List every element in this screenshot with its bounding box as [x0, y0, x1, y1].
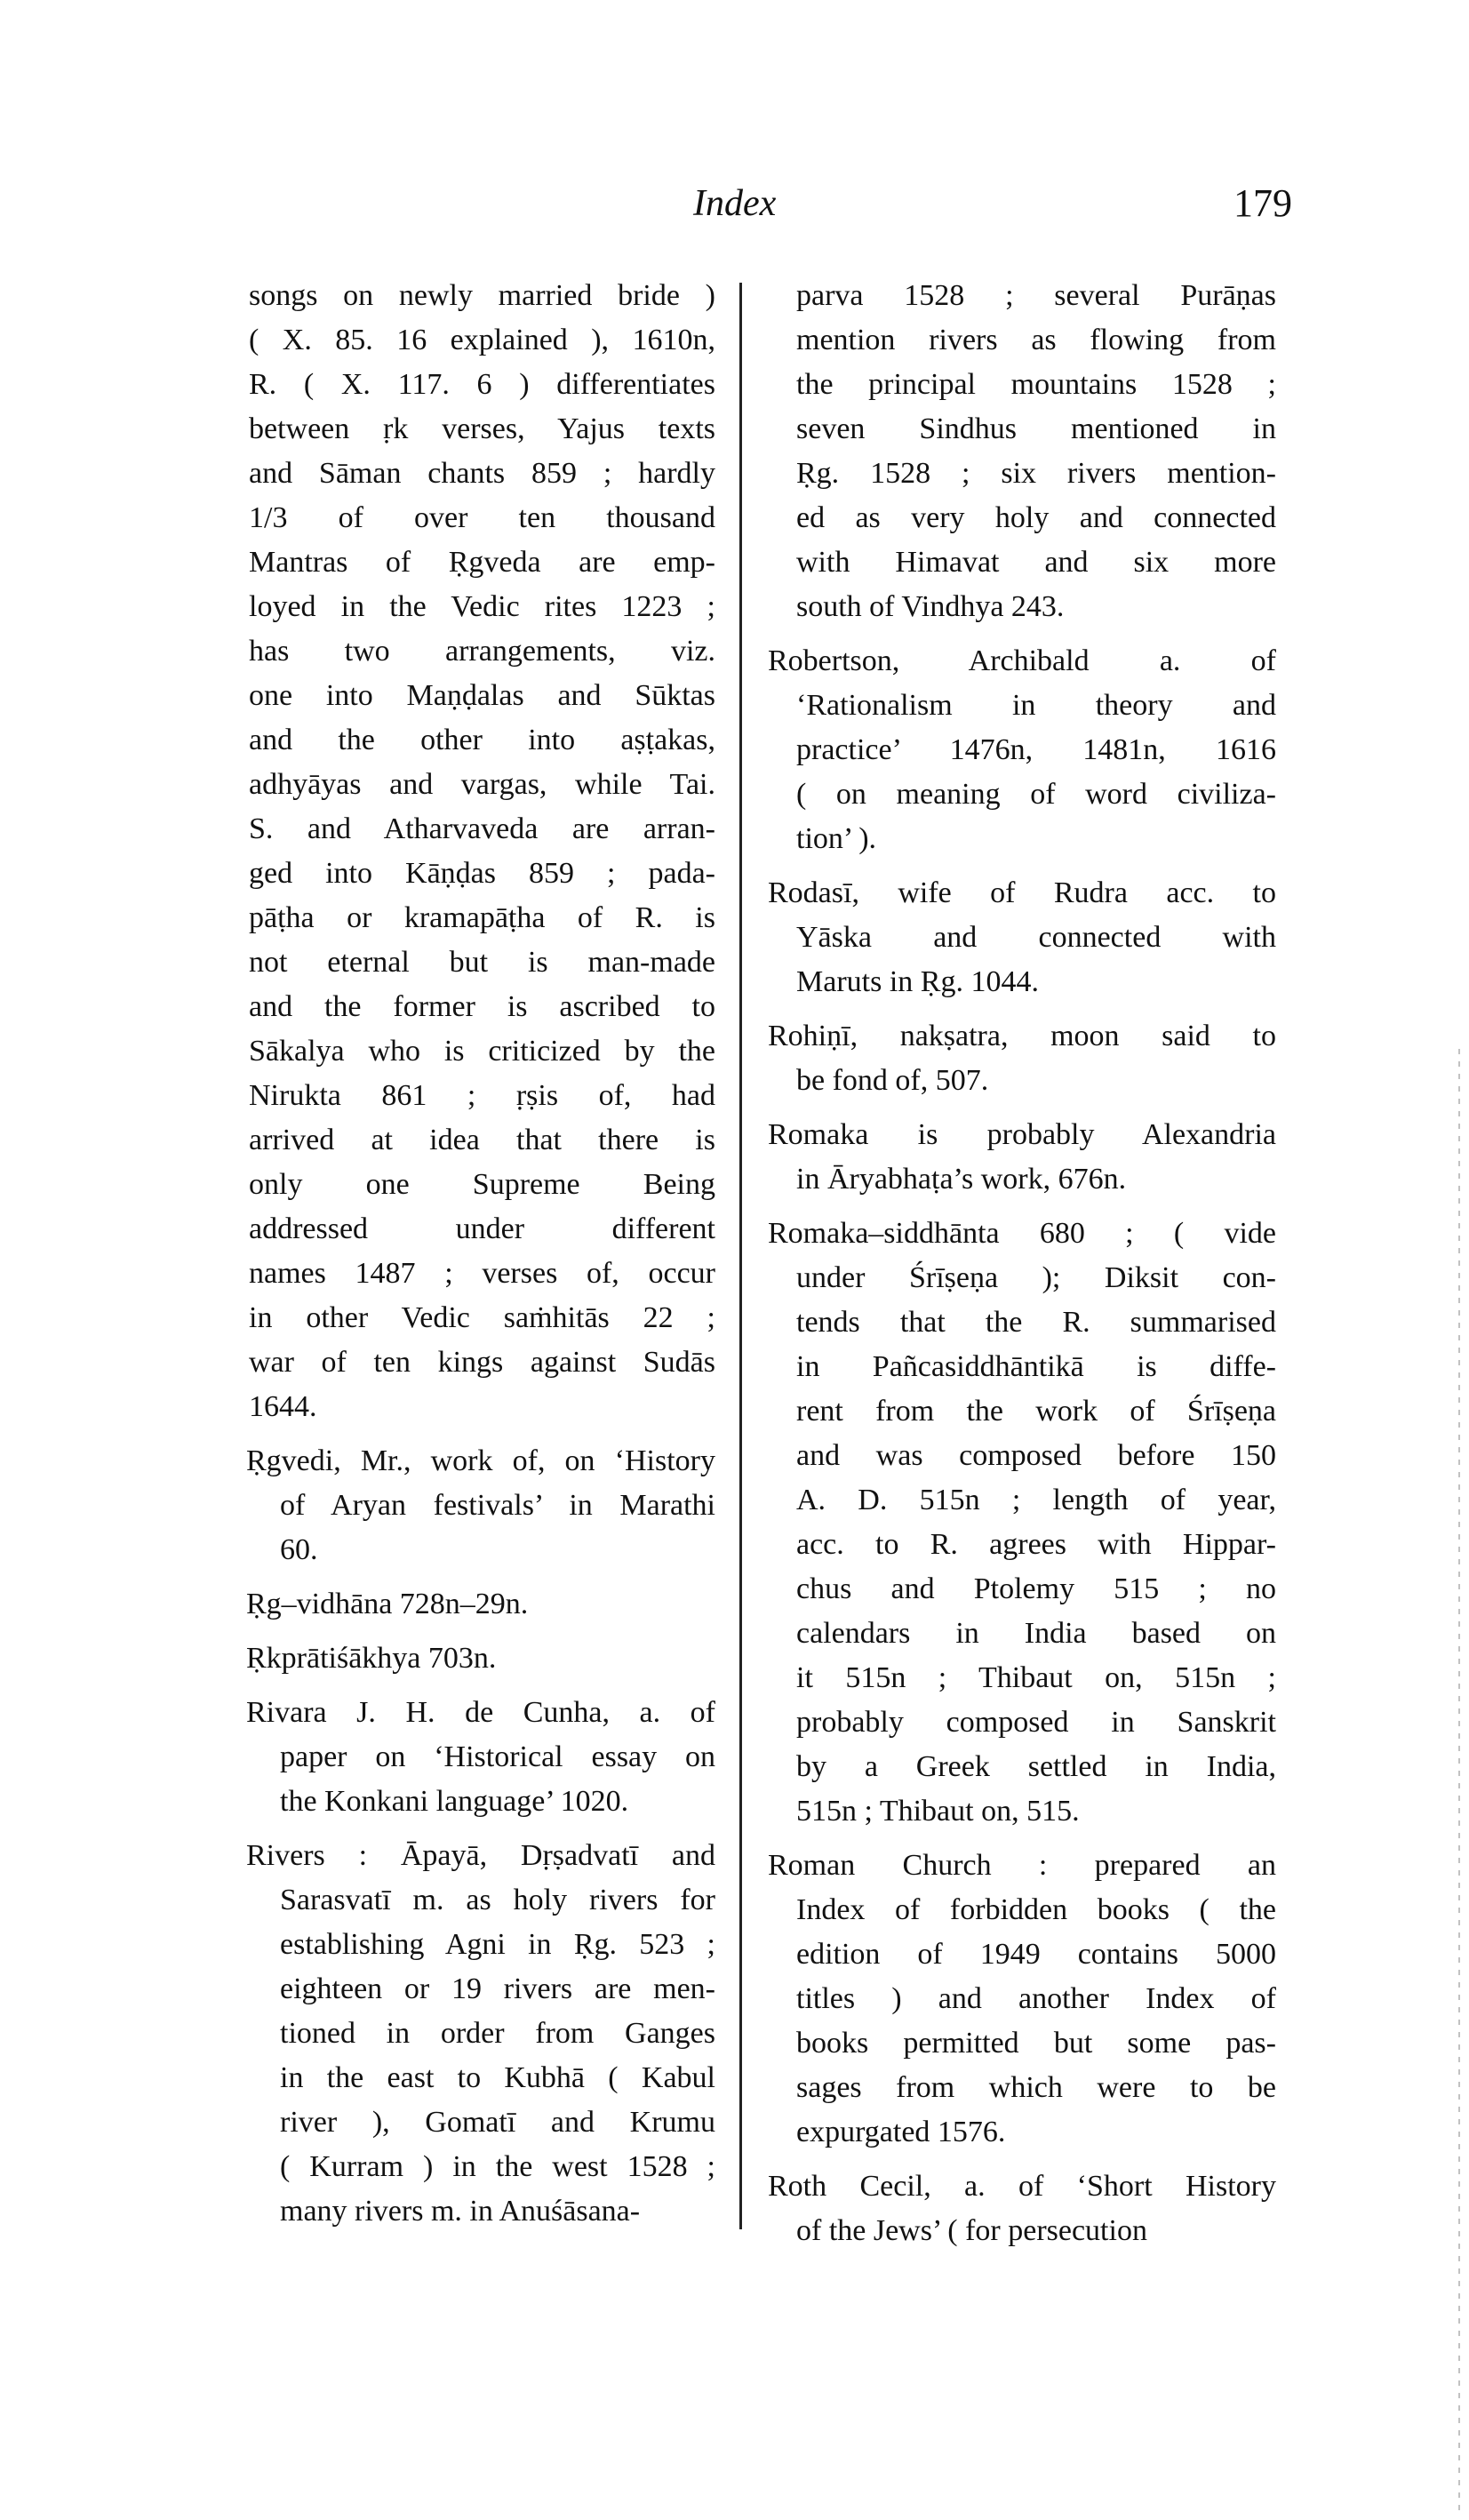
entry-heading-line: Robertson, Archibald a. of [768, 644, 1276, 677]
entry-text-line: Maruts in Ṛg. 1044. [796, 965, 1039, 998]
entry-text-line: under Śrīṣeṇa ); Diksit con- [796, 1261, 1276, 1294]
entry-text-line: has two arrangements, viz. [249, 635, 715, 668]
entry-text-line: addressed under different [249, 1212, 715, 1245]
entry-text-line: tioned in order from Ganges [280, 2017, 715, 2050]
entry-text-line: mention rivers as flowing from [796, 324, 1276, 356]
entry-text-line: of the Jews’ ( for persecution [796, 2214, 1147, 2247]
entry-text-line: ged into Kāṇḍas 859 ; pada- [249, 857, 715, 890]
entry-text-line: many rivers m. in Anuśāsana- [280, 2195, 641, 2228]
entry-heading-line: Romaka is probably Alexandria [768, 1118, 1276, 1151]
entry-text-line: expurgated 1576. [796, 2116, 1006, 2148]
entry-text-line: in the east to Kubhā ( Kabul [280, 2061, 715, 2094]
entry-heading-line: Rivara J. H. de Cunha, a. of [246, 1696, 715, 1729]
entry-text-line: sages from which were to be [796, 2071, 1276, 2104]
entry-text-line: war of ten kings against Sudās [249, 1346, 715, 1379]
index-entry-continued [246, 274, 715, 1429]
entry-text-line: Index of forbidden books ( the [796, 1893, 1276, 1926]
entry-text-line: parva 1528 ; several Purāṇas [796, 279, 1276, 312]
index-entry [768, 871, 1276, 1004]
entry-text-line: and the other into aṣṭakas, [249, 724, 715, 756]
entry-heading-line: Ṛkprātiśākhya 703n. [246, 1642, 497, 1675]
index-entry [246, 1582, 715, 1627]
entry-text-line: Sākalya who is criticized by the [249, 1035, 715, 1068]
entry-text-line: ed as very holy and connected [796, 501, 1276, 534]
column-divider [739, 283, 742, 2229]
running-head: Index [693, 183, 777, 224]
entry-text-line: Nirukta 861 ; ṛṣis of, had [249, 1079, 715, 1112]
entry-text-line: ( X. 85. 16 explained ), 1610n, [249, 324, 715, 356]
entry-text-line: ( on meaning of word civiliza- [796, 778, 1276, 811]
entry-text-line: not eternal but is man-made [249, 946, 715, 979]
entry-text-line: the Konkani language’ 1020. [280, 1785, 629, 1818]
entry-text-line: of Aryan festivals’ in Marathi [280, 1489, 715, 1522]
entry-text-line: south of Vindhya 243. [796, 590, 1065, 623]
entry-text-line: edition of 1949 contains 5000 [796, 1938, 1276, 1971]
entry-text-line: between ṛk verses, Yajus texts [249, 412, 715, 445]
entry-text-line: seven Sindhus mentioned in [796, 412, 1276, 445]
entry-heading-line: Rivers : Āpayā, Dṛṣadvatī and [246, 1839, 715, 1872]
index-entry [768, 1014, 1276, 1103]
entry-text-line: in other Vedic saṁhitās 22 ; [249, 1301, 715, 1334]
entry-text-line: probably composed in Sanskrit [796, 1706, 1276, 1739]
entry-text-line: with Himavat and six more [796, 546, 1276, 579]
entry-text-line: titles ) and another Index of [796, 1982, 1276, 2015]
entry-heading-line: Ṛgvedi, Mr., work of, on ‘History [246, 1444, 715, 1477]
entry-text-line: R. ( X. 117. 6 ) differentiates [249, 368, 715, 401]
index-entry [246, 1691, 715, 1824]
entry-text-line: acc. to R. agrees with Hippar- [796, 1528, 1276, 1561]
entry-text-line: only one Supreme Being [249, 1168, 715, 1201]
entry-heading-line: Ṛg–vidhāna 728n–29n. [246, 1588, 529, 1620]
entry-heading-line: Rohiṇī, nakṣatra, moon said to [768, 1020, 1276, 1052]
entry-text-line: Mantras of Ṛgveda are emp- [249, 546, 715, 579]
entry-text-line: chus and Ptolemy 515 ; no [796, 1572, 1276, 1605]
index-entry [768, 639, 1276, 861]
entry-heading-line: Roman Church : prepared an [768, 1849, 1276, 1882]
entry-text-line: eighteen or 19 rivers are men- [280, 1972, 715, 2005]
entry-text-line: tion’ ). [796, 822, 877, 855]
entry-text-line: 1644. [249, 1390, 317, 1423]
entry-text-line: names 1487 ; verses of, occur [249, 1257, 715, 1290]
entry-text-line: be fond of, 507. [796, 1064, 989, 1097]
entry-text-line: S. and Atharvaveda are arran- [249, 812, 715, 845]
entry-text-line: Yāska and connected with [796, 921, 1276, 954]
index-entry [768, 1113, 1276, 1202]
index-column-left [246, 274, 715, 2244]
index-entry [768, 2164, 1276, 2253]
entry-text-line: songs on newly married bride ) [249, 279, 715, 312]
entry-text-line: 515n ; Thibaut on, 515. [796, 1795, 1080, 1828]
entry-text-line: Sarasvatī m. as holy rivers for [280, 1884, 715, 1916]
entry-text-line: 60. [280, 1533, 318, 1566]
index-entry [768, 1212, 1276, 1834]
entry-heading-line: Romaka–siddhānta 680 ; ( vide [768, 1217, 1276, 1250]
entry-text-line: adhyāyas and vargas, while Tai. [249, 768, 715, 801]
entry-text-line: Ṛg. 1528 ; six rivers mention- [796, 457, 1276, 490]
entry-text-line: ( Kurram ) in the west 1528 ; [280, 2150, 715, 2183]
entry-heading-line: Roth Cecil, a. of ‘Short History [768, 2170, 1276, 2203]
entry-text-line: calendars in India based on [796, 1617, 1276, 1650]
index-entry [246, 1834, 715, 2234]
entry-text-line: in Āryabhaṭa’s work, 676n. [796, 1163, 1127, 1196]
entry-text-line: one into Maṇḍalas and Sūktas [249, 679, 715, 712]
entry-text-line: loyed in the Vedic rites 1223 ; [249, 590, 715, 623]
entry-text-line: paper on ‘Historical essay on [280, 1740, 715, 1773]
entry-text-line: rent from the work of Śrīṣeṇa [796, 1395, 1276, 1428]
index-entry [246, 1439, 715, 1572]
entry-text-line: and Sāman chants 859 ; hardly [249, 457, 715, 490]
entry-text-line: the principal mountains 1528 ; [796, 368, 1276, 401]
index-entry [246, 1636, 715, 1681]
entry-text-line: river ), Gomatī and Krumu [280, 2106, 715, 2139]
entry-text-line: establishing Agni in Ṛg. 523 ; [280, 1928, 715, 1961]
entry-text-line: A. D. 515n ; length of year, [796, 1484, 1276, 1516]
entry-text-line: ‘Rationalism in theory and [796, 689, 1276, 722]
entry-heading-line: Rodasī, wife of Rudra acc. to [768, 876, 1276, 909]
entry-text-line: and the former is ascribed to [249, 990, 715, 1023]
entry-text-line: practice’ 1476n, 1481n, 1616 [796, 733, 1276, 766]
page-edge-mark [1458, 1049, 1460, 2516]
entry-text-line: books permitted but some pas- [796, 2027, 1276, 2060]
entry-text-line: in Pañcasiddhāntikā is diffe- [796, 1350, 1276, 1383]
index-entry-continued [768, 274, 1276, 629]
entry-text-line: tends that the R. summarised [796, 1306, 1276, 1339]
index-column-right [768, 274, 1276, 2263]
entry-text-line: arrived at idea that there is [249, 1124, 715, 1156]
entry-text-line: and was composed before 150 [796, 1439, 1276, 1472]
page-number: 179 [1233, 181, 1292, 225]
index-entry [768, 1844, 1276, 2155]
entry-text-line: pāṭha or kramapāṭha of R. is [249, 901, 715, 934]
entry-text-line: by a Greek settled in India, [796, 1750, 1276, 1783]
entry-text-line: 1/3 of over ten thousand [249, 501, 715, 534]
entry-text-line: it 515n ; Thibaut on, 515n ; [796, 1661, 1276, 1694]
